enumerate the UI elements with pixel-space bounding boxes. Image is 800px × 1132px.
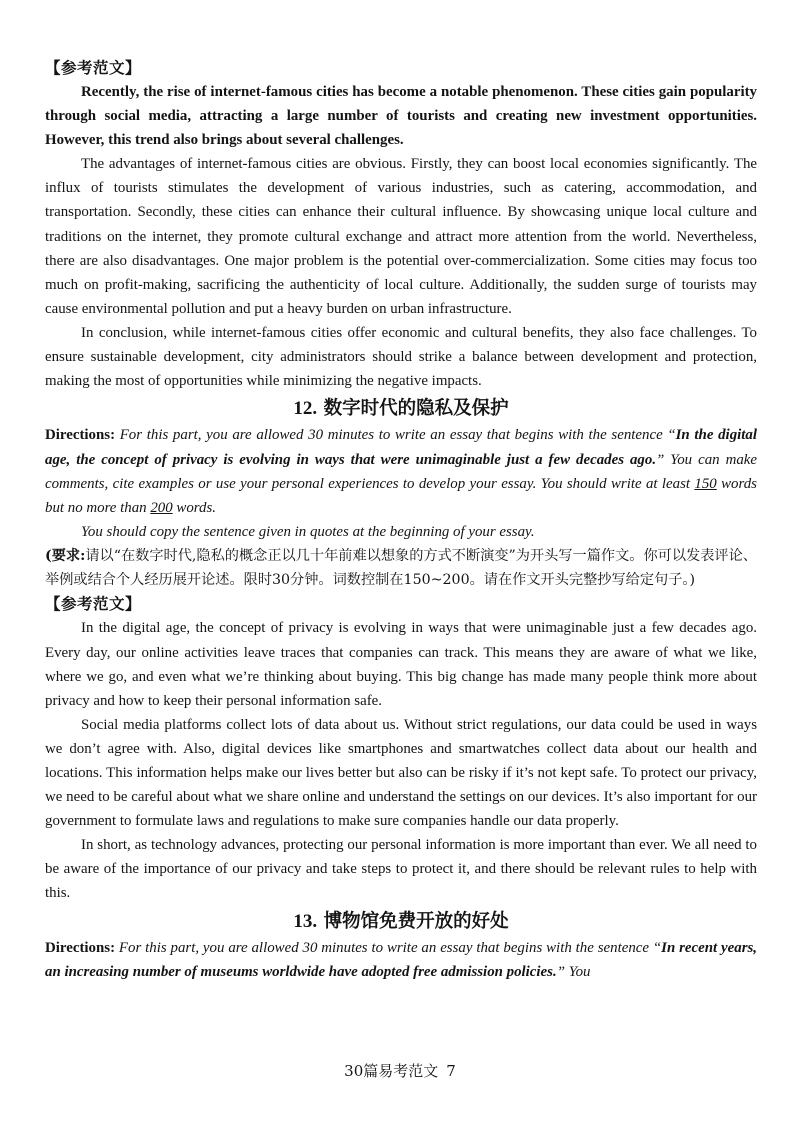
section12-paragraph-3: In short, as technology advances, protecting our personal information is more important than ever. We all need to be aware of the importance of our privacy and take steps to protect it, and there should be relevant rules to help with this.	[45, 837, 757, 902]
section12-paragraph-2: Social media platforms collect lots of data about us. Without strict regulations, our data could be used in ways we don’t agree with. Also, digital devices like smartphones and smartwatches collect data about our health and locations. This information helps make our lives better but also can be risky if it’s not kept safe. To protect our privacy, we need to be careful about what we share online and understand the settings on our devices. It’s also important for our government to formulate laws and regulations to make sure companies handle our data properly.	[45, 716, 757, 830]
footer-book-title: 30篇易考范文	[344, 1062, 439, 1080]
section12-heading	[45, 396, 757, 422]
section11-paragraph-1: Recently, the rise of internet-famous cities has become a notable phenomenon. These cities gain popularity through social media, attracting a large number of tourists and creating new investment opportunities. However, this trend also brings about several challenges.	[45, 84, 757, 149]
section13-title: 博物馆免费开放的好处	[323, 910, 509, 932]
section12-reference-label: 【参考范文】	[45, 595, 142, 614]
section13-heading	[45, 909, 757, 935]
section12-copy-instruction: You should copy the sentence given in quotes at the beginning of your essay.	[81, 524, 535, 541]
section12-prompt-sentence: In the digital age, the concept of privacy is evolving in ways that were unimaginable just a few decades ago.	[45, 427, 757, 468]
section12-requirement-label: (要求:	[45, 548, 86, 565]
section13-number: 13.	[293, 910, 318, 932]
section13-directions: Directions: For this part, you are allowed 30 minutes to write an essay that begins with the sentence “In recent years, an increasing number of museums worldwide have adopted free admission policies.” You	[45, 939, 758, 980]
section13-prompt-sentence: In recent years, an increasing number of museums worldwide have adopted free admission policies.	[45, 939, 758, 980]
section11-paragraph-3: In conclusion, while internet-famous cities offer economic and cultural benefits, they also face challenges. To ensure sustainable development, city administrators should strike a balance between development and protection, making the most of opportunities while minimizing the negative impacts.	[45, 324, 757, 390]
section12-number: 12.	[293, 398, 318, 420]
section12-requirement: (要求:请以“在数字时代,隐私的概念正以几十年前难以想象的方式不断演变”为开头写一篇作文。你可以发表评论、举例或结合个人经历展开论述。限时30分钟。词数控制在150~200。请在作文开头完整抄写给定句子。)	[45, 548, 757, 589]
document-page	[45, 56, 757, 984]
section12-title: 数字时代的隐私及保护	[323, 398, 509, 420]
section12-directions: Directions: For this part, you are allowed 30 minutes to write an essay that begins with the sentence “In the digital age, the concept of privacy is evolving in ways that were unimaginable just a few decades ago.” You can make comments, cite examples or use your personal experiences to develop your essay. You should write at least 150 words but no more than 200 words.	[45, 427, 757, 517]
section11-reference-label: 【参考范文】	[45, 59, 142, 77]
section11-paragraph-2: The advantages of internet-famous cities are obvious. Firstly, they can boost local economies significantly. The influx of tourists stimulates the development of various industries, such as catering, accommodation, and transportation. Secondly, these cities can enhance their cultural influence. By showcasing unique local culture and traditions on the internet, they promote cultural exchange and attract more attention from the world. Nevertheless, there are also disadvantages. One major problem is the potential over-commercialization. Some cities may focus too much on profit-making, sacrificing the authenticity of local culture. Additionally, the sudden surge of tourists may cause environmental pollution and put a heavy burden on urban infrastructure.	[45, 156, 757, 317]
section12-paragraph-1: In the digital age, the concept of privacy is evolving in ways that were unimaginable just a few decades ago. Every day, our online activities leave traces that companies can track. This means they are aware of what we like, where we go, and even what we’re thinking about buying. This big change has made many people think more about privacy and how to keep their personal information safe.	[45, 620, 757, 709]
section12-max-words: 200	[150, 500, 173, 517]
page-footer	[0, 1060, 800, 1081]
page-number: 7	[446, 1062, 456, 1080]
section13-directions-label: Directions:	[45, 939, 116, 956]
section12-directions-label: Directions:	[45, 427, 116, 444]
section12-min-words: 150	[694, 475, 717, 492]
